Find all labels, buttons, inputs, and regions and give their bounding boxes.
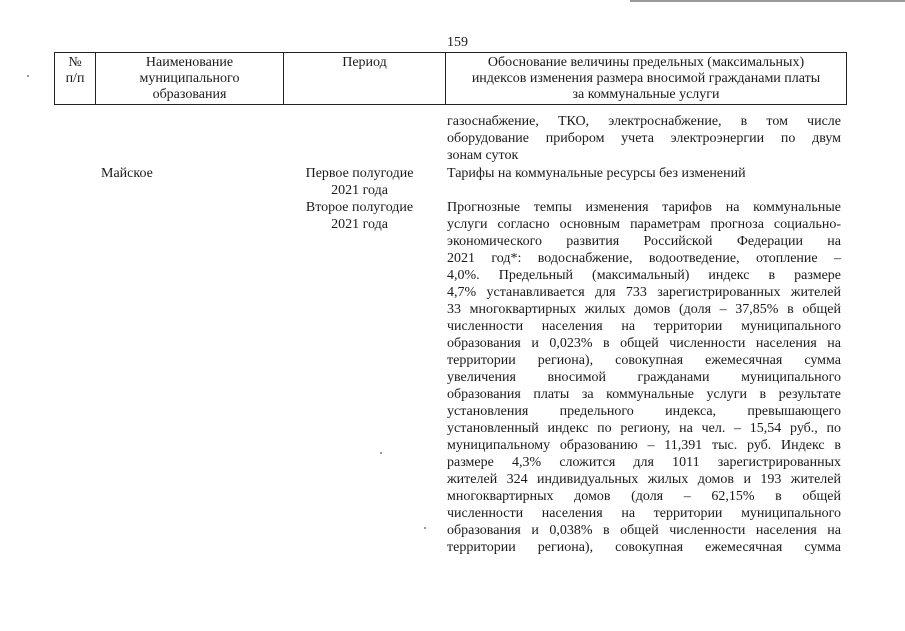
page-number: 159 [447, 35, 468, 50]
header-col-number-text: № п/п [65, 55, 85, 86]
justification-line: 4,7% устанавливается для 733 зарегистрированных жителей [447, 285, 841, 300]
justification-line: образования платы за коммунальные услуги в результате [447, 387, 841, 402]
scan-speck [424, 527, 426, 529]
justification-line: Прогнозные темпы изменения тарифов на коммунальные [447, 200, 841, 215]
justification-second-half [447, 199, 841, 556]
justification-line: Тарифы на коммунальные ресурсы без изменений [447, 166, 746, 181]
continuation-paragraph [447, 113, 841, 164]
justification-line: территории региона), совокупная ежемесячная сумма [447, 353, 841, 368]
header-col-period-text: Период [342, 55, 387, 70]
justification-line: размере 4,3% сложится для 1011 зарегистрированных [447, 455, 841, 470]
justification-line: услуги согласно основным параметрам прогноза социально- [447, 217, 841, 232]
period-first-half: Первое полугодие 2021 года [305, 166, 414, 198]
justification-line: численности населения на территории муниципального [447, 506, 841, 521]
justification-line: экономического развития Российской Федерации на [447, 234, 841, 249]
justification-line: установления предельного индекса, превышающего [447, 404, 841, 419]
justification-line: жителей 324 индивидуальных жилых домов и 193 жителей [447, 472, 841, 487]
header-col-name-text: Наименование муниципального образования [139, 55, 240, 102]
justification-line: муниципальному образованию – 11,391 тыс. руб. Индекс в [447, 438, 841, 453]
justification-line: 2021 год*: водоснабжение, водоотведение, отопление – [447, 251, 841, 266]
scan-speck [27, 75, 29, 77]
justification-line: территории региона), совокупная ежемесячная сумма [447, 540, 841, 555]
justification-line: образования и 0,023% в общей численности населения на [447, 336, 841, 351]
scan-speck [380, 452, 382, 454]
continuation-line: оборудование прибором учета электроэнергии по двум [447, 131, 841, 146]
header-col-name [96, 53, 284, 105]
justification-first-half [447, 165, 841, 182]
top-rule [630, 0, 905, 2]
municipality-name: Майское [101, 166, 153, 181]
justification-line: многоквартирных домов (доля – 62,15% в общей [447, 489, 841, 504]
header-col-justification-text: Обоснование величины предельных (максимальных) индексов изменения размера вносимой гражданами платы за коммунальные услуги [471, 55, 821, 102]
continuation-line: газоснабжение, ТКО, электроснабжение, в том числе [447, 114, 841, 129]
justification-line: увеличения вносимой гражданами муниципального [447, 370, 841, 385]
justification-line: установленный индекс по региону, на чел. – 15,54 руб., по [447, 421, 841, 436]
header-col-justification [446, 53, 847, 105]
table-header [54, 52, 847, 105]
justification-line: образования и 0,038% в общей численности населения на [447, 523, 841, 538]
continuation-line: зонам суток [447, 148, 519, 163]
header-col-number [55, 53, 96, 105]
header-col-period [284, 53, 446, 105]
justification-line: численности населения на территории муниципального [447, 319, 841, 334]
period-second-half: Второе полугодие 2021 года [305, 200, 414, 232]
justification-line: 4,0%. Предельный (максимальный) индекс в размере [447, 268, 841, 283]
justification-line: 33 многоквартирных жилых домов (доля – 37,85% в общей [447, 302, 841, 317]
